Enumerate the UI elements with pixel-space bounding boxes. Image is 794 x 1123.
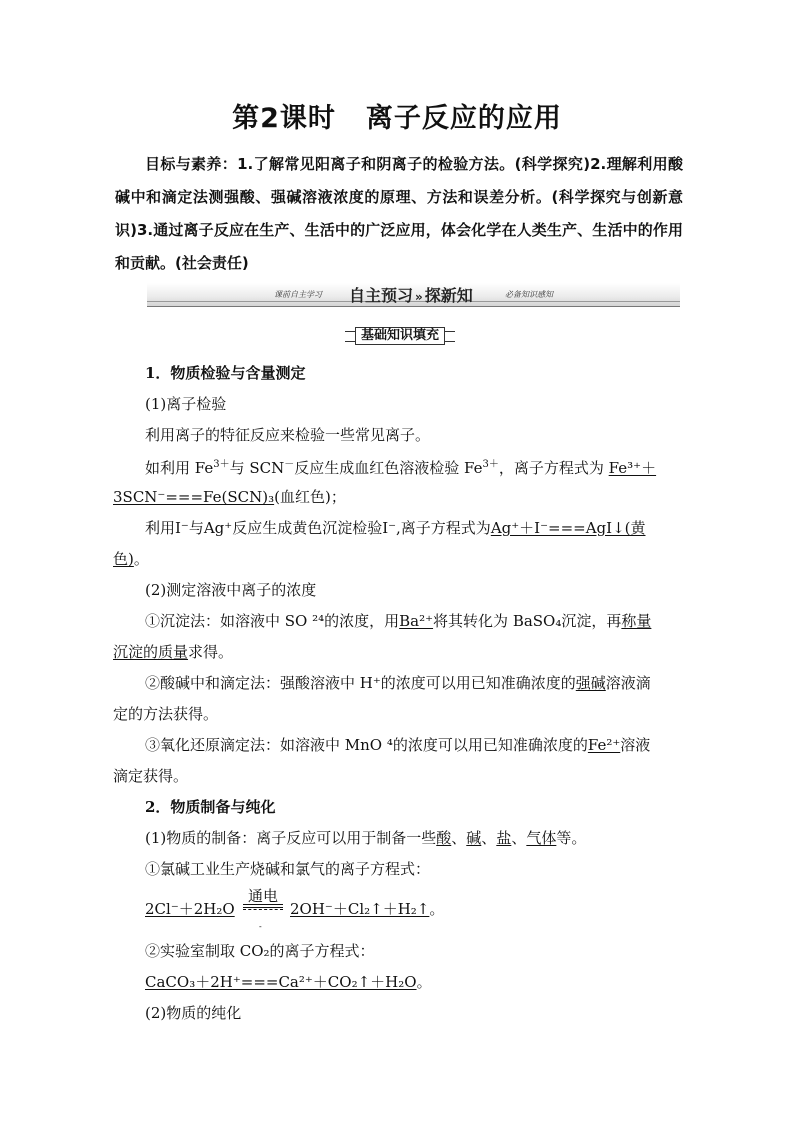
banner-left-caption: 课前自主学习	[274, 290, 322, 299]
answer-base: 碱	[466, 829, 482, 847]
heading-2: 2．物质制备与纯化	[145, 798, 276, 816]
paragraph-4-line-2: 沉淀的质量求得。	[113, 643, 234, 661]
section-label: 基础知识填充	[355, 327, 445, 345]
answer-agi-2: 色)	[113, 550, 134, 568]
answer-precipitate-mass: 沉淀的质量	[113, 643, 189, 661]
paragraph-2-line-2: 3SCN⁻===Fe(SCN)₃(血红色)；	[113, 488, 346, 506]
section-banner	[147, 283, 680, 307]
answer-fe-scn: Fe³⁺＋	[608, 459, 657, 477]
equation-1-equals-bar	[243, 904, 283, 908]
answer-gas: 气体	[526, 829, 557, 847]
equation-2: CaCO₃＋2H⁺===Ca²⁺＋CO₂↑＋H₂O。	[145, 973, 432, 991]
banner-right-caption: 必备知识感知	[505, 290, 553, 299]
paragraph-6-line-1: ③氧化还原滴定法：如溶液中 MnO ⁴的浓度可以用已知准确浓度的Fe²⁺溶液	[145, 736, 651, 754]
paragraph-3-line-2: 色)。	[113, 550, 149, 568]
paragraph-5-line-2: 定的方法获得。	[113, 705, 219, 723]
paragraph-5-line-1: ②酸碱中和滴定法：强酸溶液中 H⁺的浓度可以用已知准确浓度的强碱溶液滴	[145, 674, 651, 692]
paragraph-8: ①氯碱工业生产烧碱和氯气的离子方程式：	[145, 860, 431, 878]
paragraph-1: 利用离子的特征反应来检验一些常见离子。	[145, 426, 431, 444]
paragraph-3-line-1: 利用I⁻与Ag⁺反应生成黄色沉淀检验I⁻,离子方程式为Ag⁺＋I⁻===AgI↓(黄	[145, 519, 646, 537]
answer-fe2: Fe²⁺	[587, 736, 621, 754]
answer-fe-scn-2: 3SCN⁻===Fe(SCN)₃	[113, 488, 275, 506]
title-topic: 离子反应的应用	[365, 103, 562, 134]
paragraph-9: ②实验室制取 CO₂的离子方程式：	[145, 942, 375, 960]
equation-1-dash-bar	[243, 909, 283, 910]
subheading-ion-detection: (1)离子检验	[145, 395, 227, 413]
paragraph-4-line-1: ①沉淀法：如溶液中 SO ²⁴的浓度，用Ba²⁺将其转化为 BaSO₄沉淀，再称量	[145, 612, 652, 630]
label-decoration-right	[445, 331, 455, 342]
learning-goals: 目标与素养：1.了解常见阳离子和阴离子的检验方法。(科学探究)2.理解利用酸碱中和滴定法测强酸、强碱溶液浓度的原理、方法和误差分析。(科学探究与创新意识)3.通过离子反应在生产、生活中的广泛应用，体会化学在人类生产、生活中的作用和贡献。(社会责任)	[115, 155, 683, 272]
paragraph-6-line-2: 滴定获得。	[113, 767, 189, 785]
answer-ba: Ba²⁺	[399, 612, 434, 630]
paragraph-7: (1)物质的制备：离子反应可以用于制备一些酸、碱、盐、气体等。	[145, 829, 587, 847]
equation-1-left: 2Cl⁻＋2H₂O	[145, 900, 235, 918]
answer-agi: Ag⁺＋I⁻===AgI↓(黄	[490, 519, 646, 537]
section-label-box	[345, 327, 455, 345]
equation-1-condition: 通电	[247, 887, 278, 905]
paragraph-2-line-1: 如利用 $Fe^{3+}$与 SCN－反应生成血红色溶液检验 $Fe^{3+}$，离子方程式为 Fe³⁺＋	[145, 459, 657, 477]
heading-1: 1．物质检验与含量测定	[145, 364, 306, 382]
banner-heading: 自主预习 » 探新知	[349, 286, 473, 305]
answer-weigh: 称量	[621, 612, 652, 630]
answer-strong-base: 强碱	[575, 674, 606, 692]
answer-salt: 盐	[496, 829, 512, 847]
page-title	[0, 96, 794, 135]
double-chevron-icon: »	[415, 290, 423, 304]
equation-1-dot: -	[259, 922, 262, 931]
subheading-concentration: (2)测定溶液中离子的浓度	[145, 581, 317, 599]
answer-acid: 酸	[436, 829, 452, 847]
label-decoration-left	[345, 331, 355, 342]
equation-1-right: 2OH⁻＋Cl₂↑＋H₂↑。	[290, 900, 445, 918]
title-lesson-number: 第2课时	[232, 103, 336, 134]
subheading-purification: (2)物质的纯化	[145, 1004, 242, 1022]
